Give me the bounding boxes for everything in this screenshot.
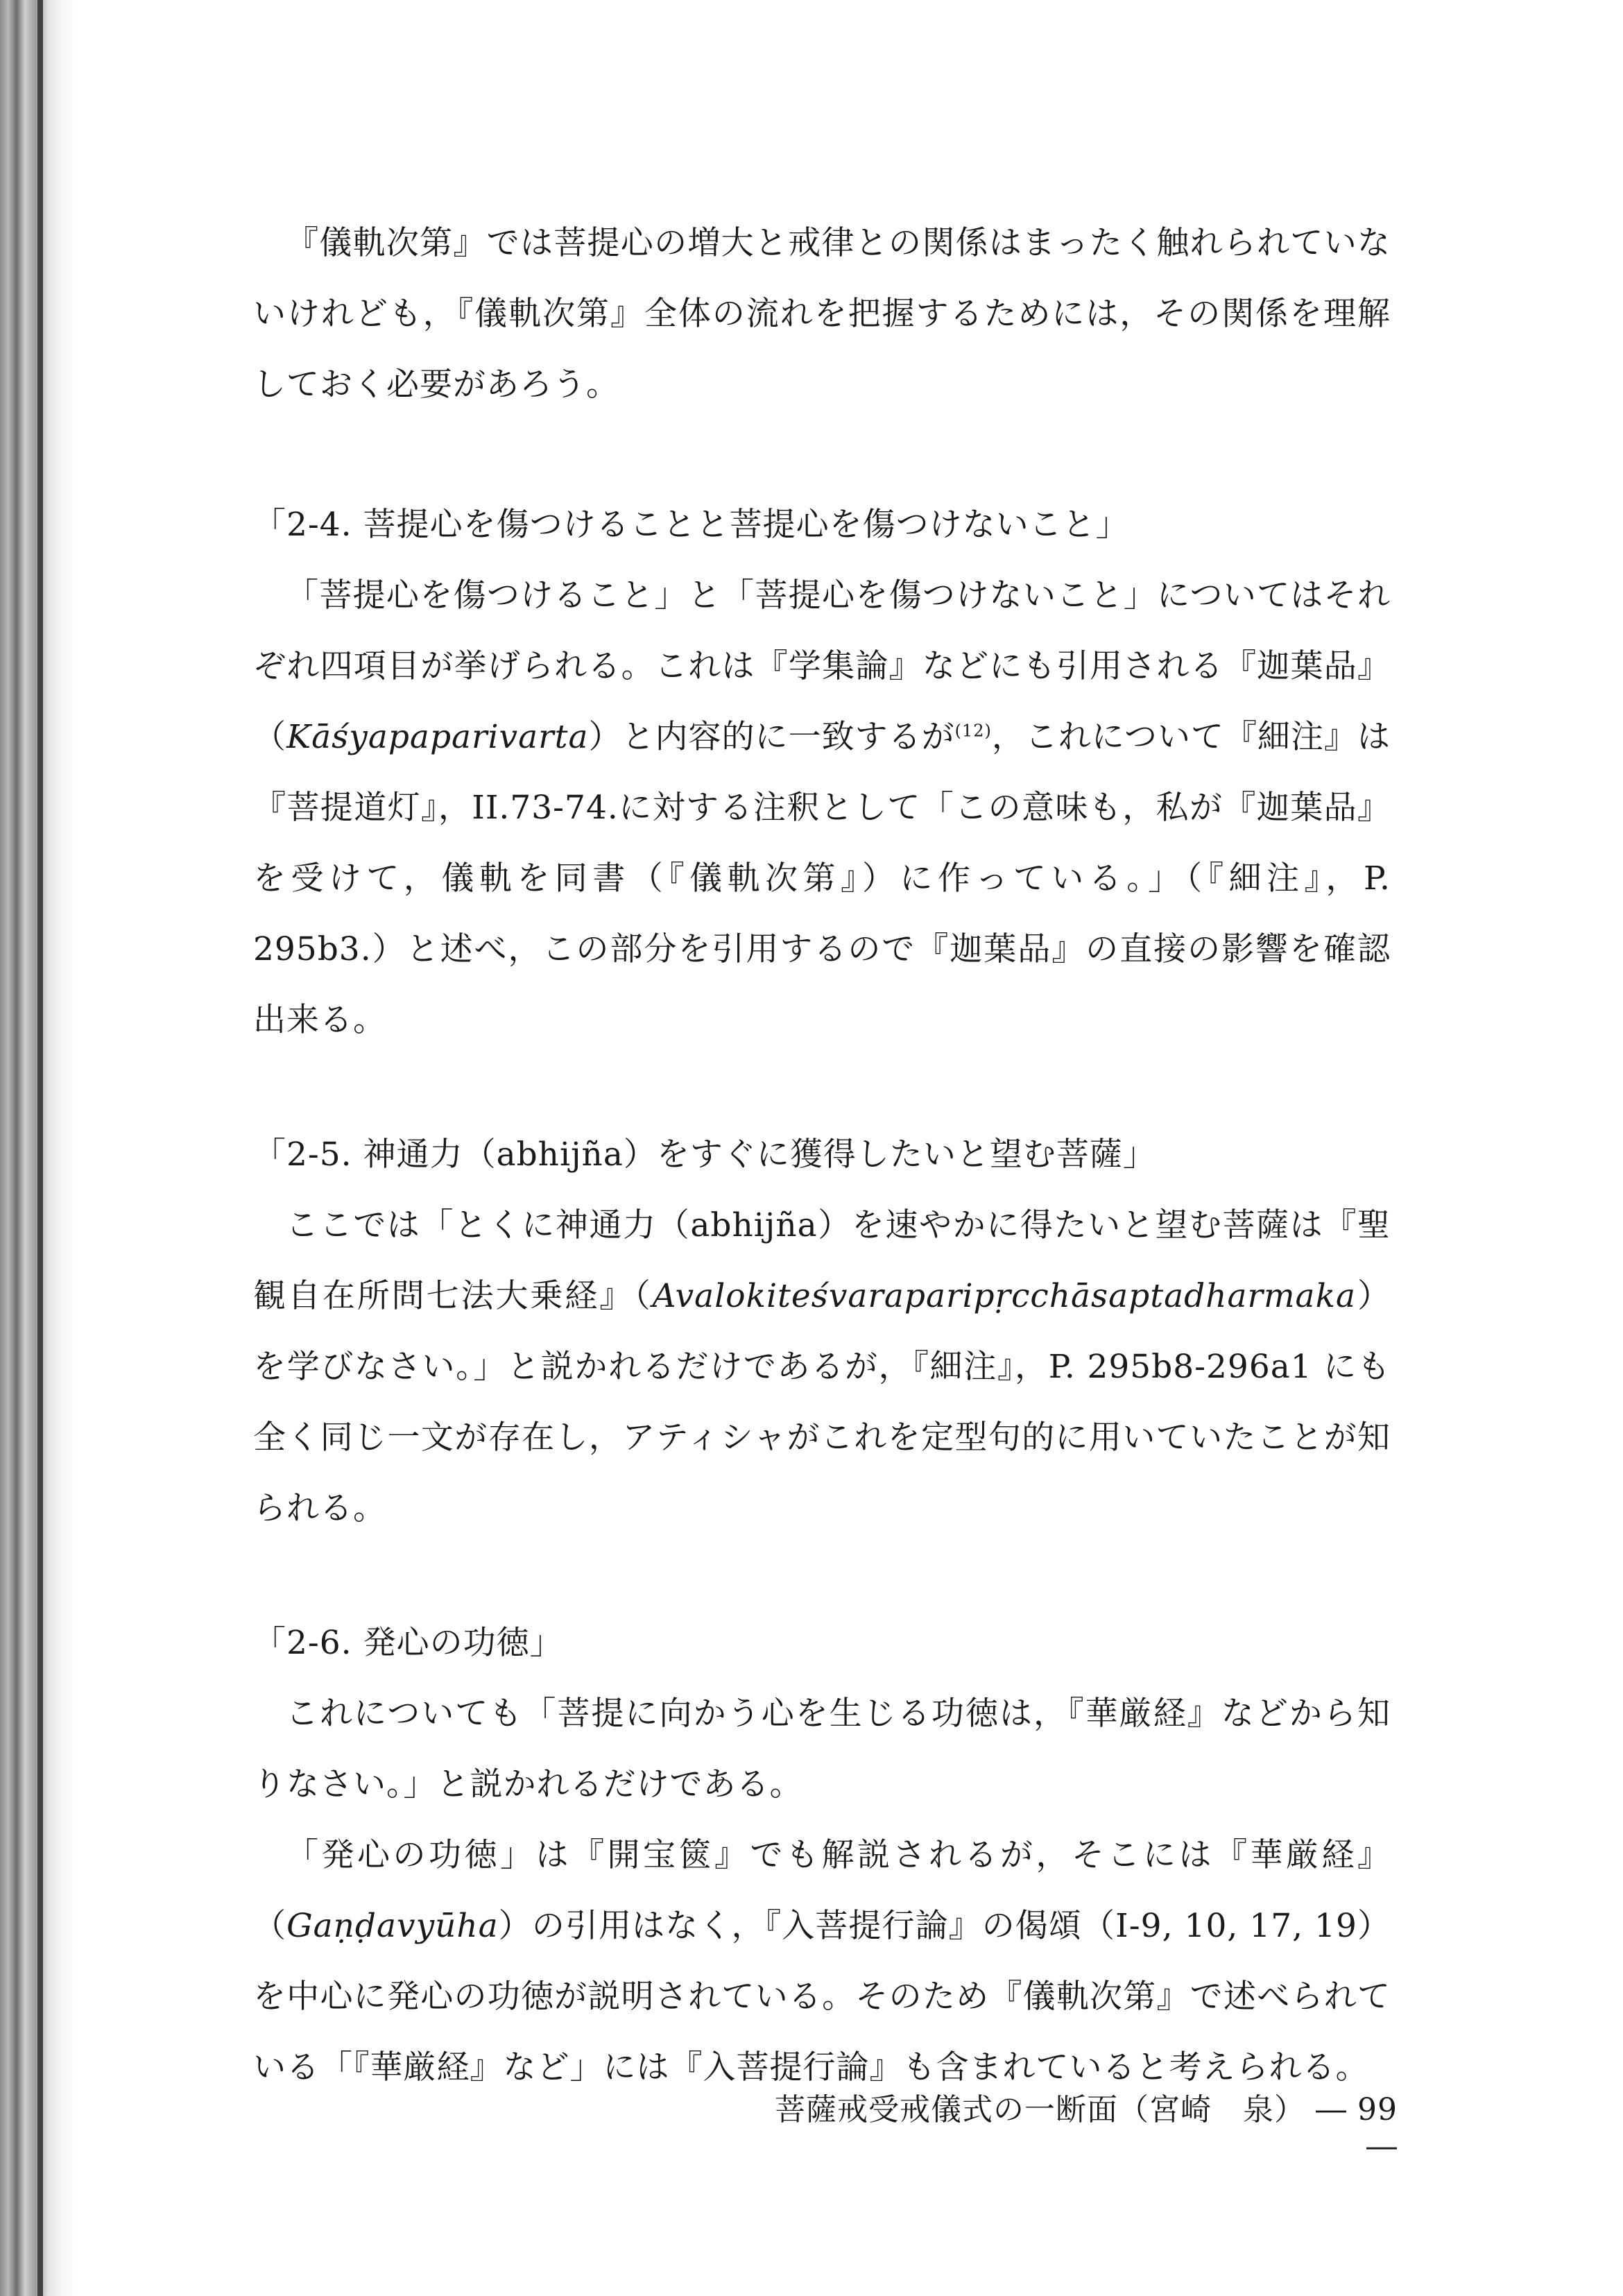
section-gap	[253, 1544, 1391, 1608]
intro-paragraph: 『儀軌次第』では菩提心の増大と戒律との関係はまったく触れられていないけれども，『儀軌次第』全体の流れを把握するためには，その関係を理解しておく必要があろう。	[253, 224, 1391, 404]
section-2-4-text-a: 「菩提心を傷つけること」と「菩提心を傷つけないこと」についてはそれぞれ四項目が挙げられる。これは『学集論』などにも引用される『迦葉品』（	[253, 576, 1391, 756]
scan-binding-edge	[0, 0, 76, 2296]
sutra-title-avalokitesvara: Avalokiteśvaraparipṛcchāsaptadharmaka	[652, 1277, 1357, 1315]
section-2-6-paragraph-1: これについても「菩提に向かう心を生じる功徳は，『華厳経』などから知りなさい。」と説かれるだけである。	[253, 1695, 1391, 1804]
sutra-title-gandavyuha: Gaṇḍavyūha	[286, 1907, 499, 1945]
section-2-4-text-c: ，これについて『細注』は『菩提道灯』，II.73-74.に対する注釈として「この意味も，私が『迦葉品』を受けて，儀軌を同書（『儀軌次第』）に作っている。」（『細注』，P. 295b3.）と述べ，この部分を引用するので『迦葉品』の直接の影響を確認出来る。	[253, 718, 1391, 1039]
section-2-5-text-a: ここでは「とくに神通力（abhijña）を速やかに得たいと望む菩薩は『聖観自在所問七法大乗経』（	[253, 1206, 1391, 1315]
sutra-title-kasyapaparivarta: Kāśyapaparivarta	[286, 718, 589, 756]
running-footer: 菩薩戒受戒儀式の一断面（宮崎 泉） ― 99 ―	[775, 2092, 1398, 2164]
section-2-6-text-b: ）の引用はなく，『入菩提行論』の偈頌（Ⅰ-9, 10, 17, 19）を中心に発心の功徳が説明されている。そのため『儀軌次第』で述べられている「『華厳経』など」には『入菩提行論』も含まれていると考えられる。	[253, 1907, 1391, 2087]
section-heading-2-5: 「2-5. 神通力（abhijña）をすぐに獲得したいと望む菩薩」	[253, 1136, 1156, 1174]
section-heading-2-4: 「2-4. 菩提心を傷つけることと菩提心を傷つけないこと」	[253, 506, 1129, 544]
section-2-6-paragraph-2	[253, 1820, 1391, 2103]
section-heading-2-6: 「2-6. 発心の功徳」	[253, 1624, 563, 1662]
section-2-5-paragraph	[253, 1190, 1391, 1544]
section-gap	[253, 420, 1391, 490]
section-gap	[253, 1056, 1391, 1120]
section-2-6-text-a: 「発心の功徳」は『開宝篋』でも解説されるが，そこには『華厳経』（	[253, 1836, 1391, 1945]
page-body	[253, 208, 1391, 2103]
section-2-4-text-b: ）と内容的に一致するが	[588, 718, 955, 756]
section-2-5-text-b: ）を学びなさい。」と説かれるだけであるが，『細注』，P. 295b8-296a1 にも全く同じ一文が存在し，アティシャがこれを定型句的に用いていたことが知られる。	[253, 1277, 1391, 1527]
footnote-marker-12: (12)	[954, 721, 992, 741]
section-2-4-paragraph	[253, 560, 1391, 1056]
